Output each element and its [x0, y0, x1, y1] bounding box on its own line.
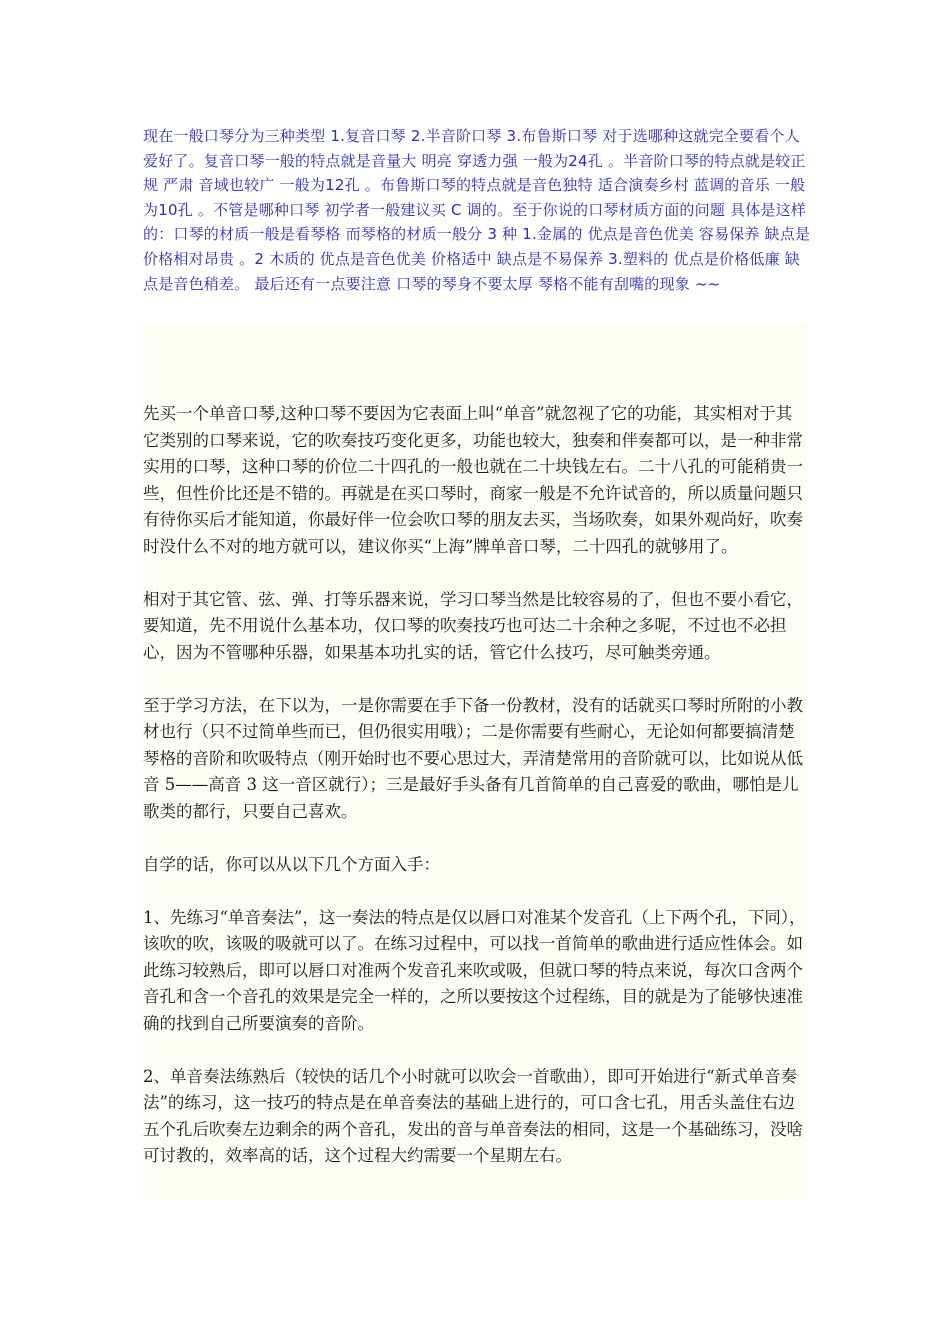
paragraph-step-1: 1、先练习“单音奏法”，这一奏法的特点是仅以唇口对准某个发音孔（上下两个孔，下同），该吹的吹，该吸的吸就可以了。在练习过程中，可以找一首简单的歌曲进行适应性体会。如此练习较熟后，即可以唇口对准两个发音孔来吹或吸，但就口琴的特点来说，每次口含两个音孔和含一个音孔的效果是完全一样的，之所以要按这个过程练，目的就是为了能够快速准确的找到自己所要演奏的音阶。 [143, 907, 806, 1033]
intro-paragraph: 现在一般口琴分为三种类型 1.复音口琴 2.半音阶口琴 3.布鲁斯口琴 对于选哪种这就完全要看个人爱好了。复音口琴一般的特点就是音量大 明亮 穿透力强 一般为24孔 。半音阶口琴的特点就是较正规 严肃 音域也较广 一般为12孔 。布鲁斯口琴的特点就是音色独特 适合演奏乡村 蓝调的音乐 一般为10孔 。不管是哪种口琴 初学者一般建议买 C 调的。至于你说的口琴材质方面的问题 具体是这样的：口琴的材质一般是看琴格 而琴格的材质一般分 3 种 1.金属的 优点是音色优美 容易保养 缺点是 价格相对昂贵 。2 木质的 优点是音色优美 价格适中 缺点是不易保养 3.塑料的 优点是价格低廉 缺点是音色稍差。 最后还有一点要注意 口琴的琴身不要太厚 琴格不能有刮嘴的现象 ~~ [143, 127, 811, 293]
article-body [143, 323, 807, 1200]
paragraph-learning-difficulty: 相对于其它管、弦、弹、打等乐器来说，学习口琴当然是比较容易的了，但也不要小看它，要知道，先不用说什么基本功，仅口琴的吹奏技巧也可达二十余种之多呢，不过也不必担心，因为不管哪种乐器，如果基本功扎实的话，管它什么技巧，尽可触类旁通。 [143, 589, 803, 662]
paragraph-learning-method: 至于学习方法，在下以为，一是你需要在手下备一份教材，没有的话就买口琴时所附的小教材也行（只不过简单些而已，但仍很实用哦）；二是你需要有些耐心，无论如何都要搞清楚琴格的音阶和吹吸特点（刚开始时也不要心思过大，弄清楚常用的音阶就可以，比如说从低音 5——高音 3 这一音区就行）；三是最好手头备有几首简单的自己喜爱的歌曲，哪怕是儿歌类的都行，只要自己喜欢。 [143, 695, 803, 821]
article-content [143, 401, 807, 1170]
paragraph-step-2: 2、单音奏法练熟后（较快的话几个小时就可以吹会一首歌曲），即可开始进行“新式单音奏法”的练习，这一技巧的特点是在单音奏法的基础上进行的，可口含七孔，用舌头盖住右边五个孔后吹奏左边剩余的两个音孔，发出的音与单音奏法的相同，这是一个基础练习，没啥可讨教的，效率高的话，这个过程大约需要一个星期左右。 [143, 1066, 803, 1165]
paragraph-buy-harmonica: 先买一个单音口琴,这种口琴不要因为它表面上叫“单音”就忽视了它的功能，其实相对于其它类别的口琴来说，它的吹奏技巧变化更多，功能也较大，独奏和伴奏都可以，是一种非常实用的口琴，这种口琴的价位二十四孔的一般也就在二十块钱左右。二十八孔的可能稍贵一些，但性价比还是不错的。再就是在买口琴时，商家一般是不允许试音的，所以质量问题只有待你买后才能知道，你最好伴一位会吹口琴的朋友去买，当场吹奏，如果外观尚好，吹奏时没什么不对的地方就可以，建议你买“上海”牌单音口琴，二十四孔的就够用了。 [143, 404, 803, 556]
paragraph-self-study-intro: 自学的话，你可以从以下几个方面入手： [143, 854, 440, 874]
